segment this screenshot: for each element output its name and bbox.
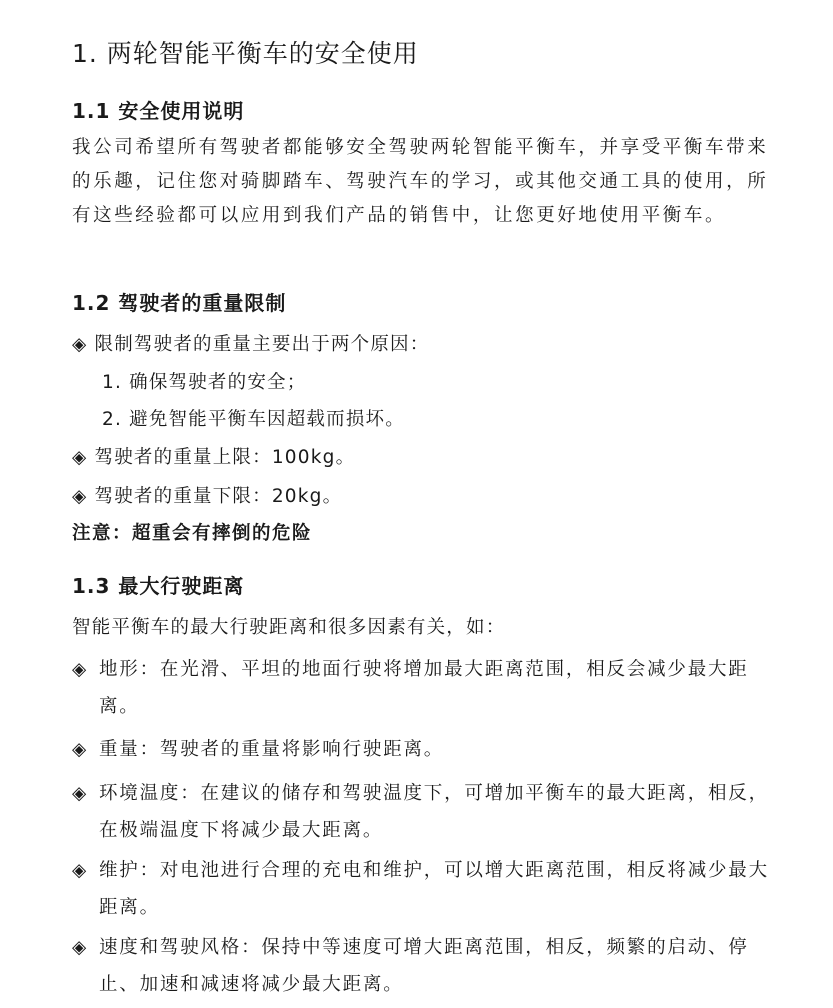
weight-upper-limit [72,443,355,469]
weight-lower-limit [72,482,342,508]
section-1-1-body: 我公司希望所有驾驶者都能够安全驾驶两轮智能平衡车，并享受平衡车带来的乐趣，记住您对骑脚踏车、驾驶汽车的学习，或其他交通工具的使用，所有这些经验都可以应用到我们产品的销售中，让您更好地使用平衡车。 [72,137,769,226]
bullet-diamond-icon: ◈ [72,334,88,355]
factor-text: 重量：驾驶者的重量将影响行驶距离。 [99,739,445,760]
bullet-diamond-icon: ◈ [72,937,89,958]
factor-text: 环境温度：在建议的储存和驾驶温度下，可增加平衡车的最大距离，相反，在极端温度下将减少最大距离。 [99,783,769,841]
factor-text: 速度和驾驶风格：保持中等速度可增大距离范围，相反，频繁的启动、停止、加速和减速将减少最大距离。 [99,937,749,995]
factor-item-speed-style [72,929,772,1003]
factor-item-maintenance [72,852,772,926]
bullet-diamond-icon: ◈ [72,783,89,804]
distance-intro: 智能平衡车的最大行驶距离和很多因素有关，如： [72,617,506,638]
reason-item-2: 2. 避免智能平衡车因超载而损坏。 [102,409,405,430]
upper-limit-text: 驾驶者的重量上限：100kg。 [94,447,356,468]
section-1-2-title: 1.2 驾驶者的重量限制 [72,291,287,315]
bullet-diamond-icon: ◈ [72,739,89,760]
bullet-diamond-icon: ◈ [72,486,88,507]
reasons-intro-text: 限制驾驶者的重量主要出于两个原因： [94,334,430,355]
factor-item-terrain [72,651,772,725]
bullet-diamond-icon: ◈ [72,447,88,468]
weight-reasons-intro [72,330,429,356]
section-1-title: 1. 两轮智能平衡车的安全使用 [72,39,419,68]
lower-limit-text: 驾驶者的重量下限：20kg。 [94,486,343,507]
factor-text: 维护：对电池进行合理的充电和维护，可以增大距离范围，相反将减少最大距离。 [99,860,769,918]
bullet-diamond-icon: ◈ [72,860,89,881]
bullet-diamond-icon: ◈ [72,659,89,680]
section-1-3-title: 1.3 最大行驶距离 [72,574,245,598]
factor-text: 地形：在光滑、平坦的地面行驶将增加最大距离范围，相反会减少最大距离。 [99,659,749,717]
overweight-warning: 注意：超重会有摔倒的危险 [72,523,313,544]
factor-item-temperature [72,775,772,849]
section-1-1-title: 1.1 安全使用说明 [72,99,245,123]
reason-item-1: 1. 确保驾驶者的安全； [102,372,307,393]
factor-item-weight [72,731,772,768]
